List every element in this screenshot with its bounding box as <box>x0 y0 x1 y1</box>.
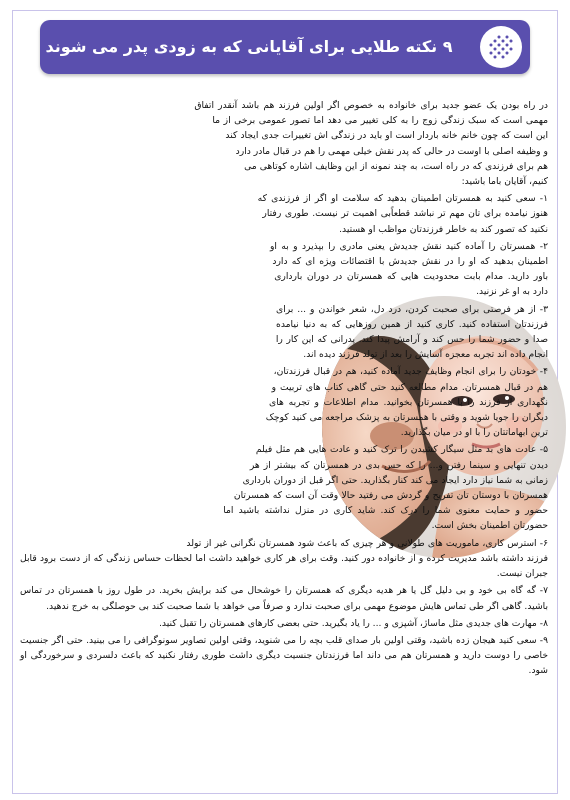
logo-dot <box>502 40 505 43</box>
article-item-1: ۱- سعی کنید به همسرتان اطمینان بدهید که سلامت او اگر از فرزندی که هنوز نیامده برای تان مهم تر نباشد قطعاًبی اهمیت تر نیست. طوری رفتار نکنید که تصور کند به خاطر فرزندتان مواظب او هستید. <box>257 193 548 235</box>
article-item-2: ۲- همسرتان را آماده کنید نقش جدیدش یعنی مادری را بپذیرد و به او اطمینان بدهید که او را در نقش جدیدش با اقتضائات ویژه ای که دارد باور دارید. مدام بابت محدودیت هایی که همسرتان در دوران بارداری دارد به او غر نزنید. <box>269 240 548 298</box>
dotted-circle-logo-icon <box>478 24 524 70</box>
article-item-6: ۶- استرس کاری، ماموریت های طولانی و هر چیزی که باعث شود همسرتان نگرانی غیر از تولد فرزند داشته باشد مدیریت کرده و از خانواده دور کنید. وقت برای هر کاری خواهید داشت اما لحظات حساس زندگی که از دست برود قابل جبران نیست. <box>20 537 548 580</box>
logo-dot <box>502 48 505 51</box>
article-intro: در راه بودن یک عضو جدید برای خانواده به خصوص اگر اولین فرزند هم باشد آنقدر اتفاق مهمی است که سبک زندگی زوج را به کلی تغییر می دهد اما تصور عمومی برخی از ما این است که چون خانم خانه باردار است او باید در زندگی اش تغییرات جدی ایجاد کند و وظیفه اصلی با اوست در حالی که پدر نقش خیلی مهمی را هم در قبال مادر دارد هم برای فرزندی که در راه است، به چند نمونه از این وظایف اشاره کوتاهی می کنیم، آقایان باما باشید: <box>194 100 548 188</box>
logo-dot <box>490 44 493 47</box>
logo-dot <box>510 48 513 51</box>
logo-dot <box>510 40 513 43</box>
article-item-9: ۹- سعی کنید هیجان زده باشید، وقتی اولین بار صدای قلب بچه را می شنوید، وقتی اولین تصاویر سونوگرافی را می بینید. حتی اگر جنسیت خاصی را دوست دارید و همسرتان هم می داند اما فرزندتان جنسیت دیگری داشت طوری رفتار نکنید که باعث دلسردی و سرخوردگی او شود. <box>20 634 548 677</box>
logo-dot <box>506 36 509 39</box>
logo-dot <box>490 52 493 55</box>
logo-dot <box>498 44 501 47</box>
article-body <box>20 98 548 681</box>
logo-dot <box>502 56 505 59</box>
article-item-4: ۴- خودتان را برای انجام وظایف جدید آماده کنید، هم در قبال فرزندتان، هم در قبال همسرتان. مدام مطالعه کنید حتی گاهی کتاب های تربیت و نگهداری از فرزند را با همسرتان بخوانید. مدام اطلاعات و تجربه های دیگران را جویا شوید و وقتی با همسرتان به پزشک مراجعه می کنید کوچک ترین ابهاماتتان را با او در میان بگذارید. <box>265 366 548 439</box>
logo-dot <box>506 44 509 47</box>
article-item-7: ۷- گه گاه بی خود و بی دلیل گل یا هر هدیه دیگری که همسرتان را خوشحال می کند برایش بخرید. در طول روز با همسرتان در تماس باشید. گاهی اگر طی تماس هایش موضوع مهمی برای صحبت ندارد و صرفاً می خواهد با شما صحبت کند بی حوصلگی به خرج ندهید. <box>20 585 548 612</box>
logo-dot <box>494 40 497 43</box>
header-banner <box>40 20 530 74</box>
article-item-8: ۸- مهارت های جدیدی مثل ماساژ، آشپزی و ... را یاد بگیرید. حتی بعضی کارهای همسرتان را تقبل کنید. <box>158 617 548 629</box>
article-item-5: ۵- عادت های بد مثل سیگار کشیدن را ترک کنید و عادت هایی هم مثل فیلم دیدن تنهایی و سینما رفتن و... را که حس بدی در همسرتان که بیشتر از هر زمانی به شما نیاز دارد ایجاد می کند کنار بگذارید. حتی اگر قبل از دوران بارداری همسرتان با دوستان تان تفریح و گردش می رفتید حالا وقت آن است که همسرتان حضور و حمایت معنوی شما را درک کند. شاید کاری در منزل نداشته باشید اما حضورتان اطمینان بخش است. <box>223 444 548 532</box>
article-item-3: ۳- از هر فرصتی برای صحبت کردن، درد دل، شعر خواندن و ... برای فرزندتان استفاده کنید. کاری کنید از همین روزهایی که به دنیا نیامده صدا و حضور شما را حس کند و آرامش پیدا کند. پدرانی که این کار را انجام داده اند تجربه معجزه آسایش را بعد از تولد فرزند دیده اند. <box>275 303 548 361</box>
logo-dot <box>498 36 501 39</box>
logo-dot <box>498 52 501 55</box>
logo-dot <box>494 48 497 51</box>
page-title: ۹ نکته طلایی برای آقایانی که به زودی پدر می شوند <box>45 37 453 56</box>
logo-dot <box>506 52 509 55</box>
logo-dot <box>494 56 497 59</box>
